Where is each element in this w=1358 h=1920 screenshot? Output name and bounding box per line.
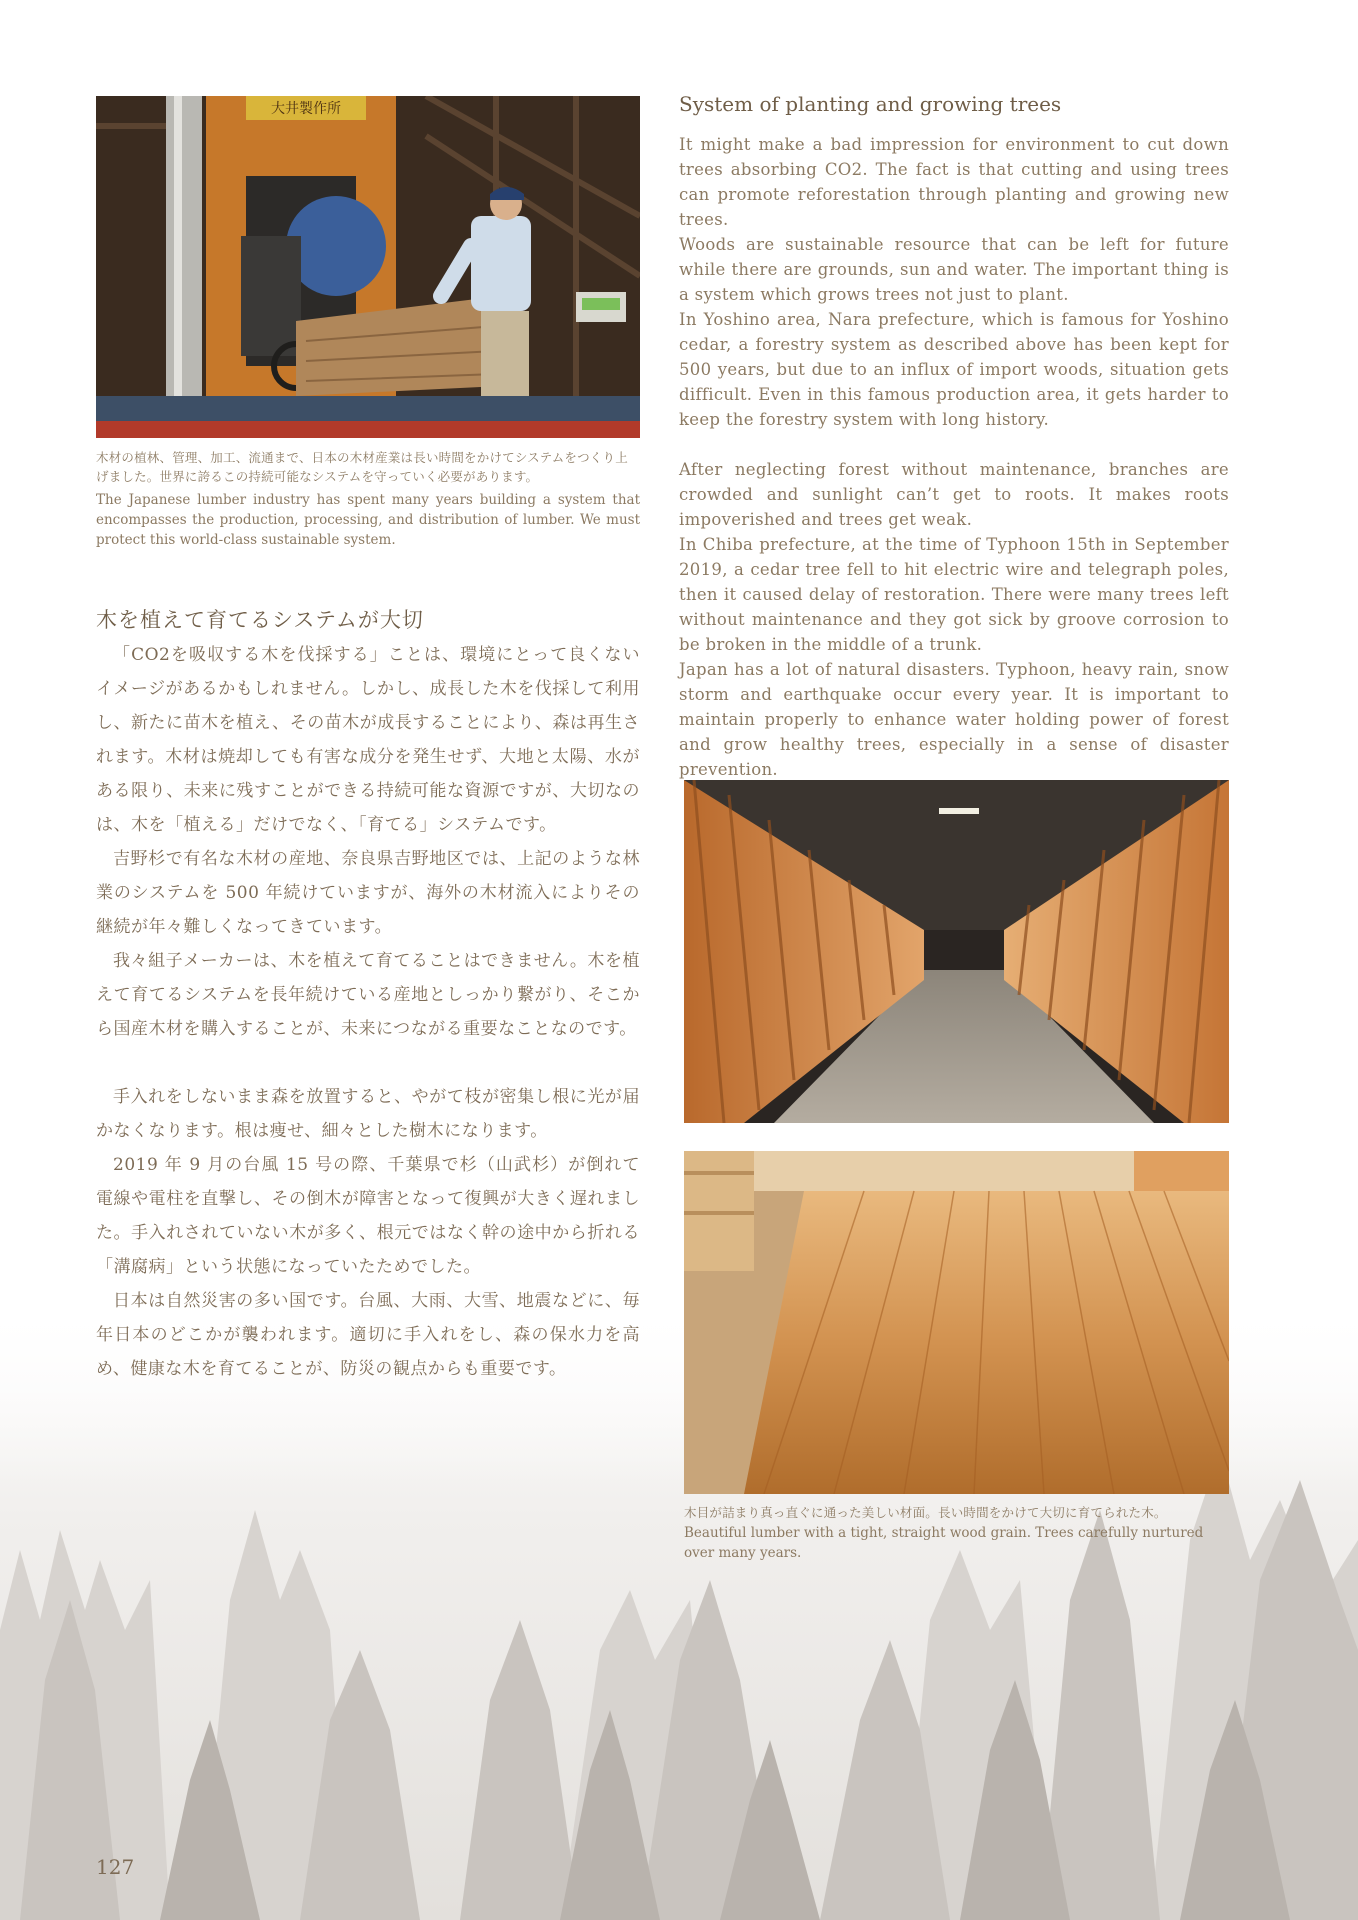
left-caption-ja: 木材の植林、管理、加工、流通まで、日本の木材産業は長い時間をかけてシステムをつくり上げました。世界に誇るこの持続可能なシステムを守っていく必要があります。 [96, 450, 628, 484]
ja-paragraph: 日本は自然災害の多い国です。台風、大雨、大雪、地震などに、毎年日本のどこかが襲われます。適切に手入れをし、森の保水力を高め、健康な木を育てることが、防災の観点からも重要です。 [96, 1291, 640, 1379]
ja-paragraph: 手入れをしないまま森を放置すると、やがて枝が密集し根に光が届かなくなります。根は痩せ、細々とした樹木になります。 [96, 1087, 640, 1141]
lumber-warehouse-photo [684, 780, 1229, 1123]
sawmill-photo [96, 96, 640, 438]
ja-paragraph: 吉野杉で有名な木材の産地、奈良県吉野地区では、上記のような林業のシステムを 500 年続けていますが、海外の木材流入によりその継続が年々難しくなってきています。 [96, 849, 640, 937]
en-section-heading: System of planting and growing trees [679, 92, 1062, 116]
wood-grain-photo [684, 1151, 1229, 1494]
ja-section-body [96, 638, 640, 1386]
en-paragraph: In Yoshino area, Nara prefecture, which is famous for Yoshino cedar, a forestry system as described above has been kept for 500 years, but due to an influx of import woods, situation gets difficult. Even in this famous production area, it gets harder to keep the forestry system with long history. [679, 310, 1229, 429]
page-number: 127 [96, 1855, 135, 1879]
machine-sign: 大井製作所 [271, 101, 341, 117]
ja-paragraph: 我々組子メーカーは、木を植えて育てることはできません。木を植えて育てるシステムを長年続けている産地としっかり繋がり、そこから国産木材を購入することが、未来につながる重要なことなのです。 [96, 951, 640, 1039]
en-paragraph: Japan has a lot of natural disasters. Typhoon, heavy rain, snow storm and earthquake occur every year. It is important to maintain properly to enhance water holding power of forest and grow healthy trees, especially in a sense of disaster prevention. [679, 660, 1229, 779]
ja-paragraph: 2019 年 9 月の台風 15 号の際、千葉県で杉（山武杉）が倒れて電線や電柱を直撃し、その倒木が障害となって復興が大きく遅れました。手入れされていない木が多く、根元ではなく幹の途中から折れる「溝腐病」という状態になっていたためでした。 [96, 1155, 640, 1277]
ja-section-heading: 木を植えて育てるシステムが大切 [96, 608, 424, 632]
en-section-body [679, 132, 1229, 782]
ja-paragraph: 「CO2を吸収する木を伐採する」ことは、環境にとって良くないイメージがあるかもしれません。しかし、成長した木を伐採して利用し、新たに苗木を植え、その苗木が成長することにより、森は再生されます。木材は焼却しても有害な成分を発生せず、大地と太陽、水がある限り、未来に残すことができる持続可能な資源ですが、大切なのは、木を「植える」だけでなく、「育てる」システムです。 [96, 645, 640, 835]
en-paragraph: In Chiba prefecture, at the time of Typhoon 15th in September 2019, a cedar tree fell to hit electric wire and telegraph poles, then it caused delay of restoration. There were many trees left without maintenance and they got sick by groove corrosion to be broken in the middle of a trunk. [679, 535, 1229, 654]
en-paragraph: Woods are sustainable resource that can be left for future while there are grounds, sun and water. The important thing is a system which grows trees not just to plant. [679, 235, 1229, 304]
en-paragraph: After neglecting forest without maintenance, branches are crowded and sunlight can’t get to roots. It makes roots impoverished and trees get weak. [679, 460, 1229, 529]
right-caption-ja: 木目が詰まり真っ直ぐに通った美しい材面。長い時間をかけて大切に育てられた木。 [684, 1505, 1167, 1520]
left-caption-en: The Japanese lumber industry has spent many years building a system that encompasses the production, processing, and distribution of lumber. We must protect this world-class sustainable system. [96, 492, 640, 548]
en-paragraph: It might make a bad impression for environment to cut down trees absorbing CO2. The fact is that cutting and using trees can promote reforestation through planting and growing new trees. [679, 135, 1229, 229]
right-caption-en: Beautiful lumber with a tight, straight wood grain. Trees carefully nurtured over many years. [684, 1525, 1204, 1561]
